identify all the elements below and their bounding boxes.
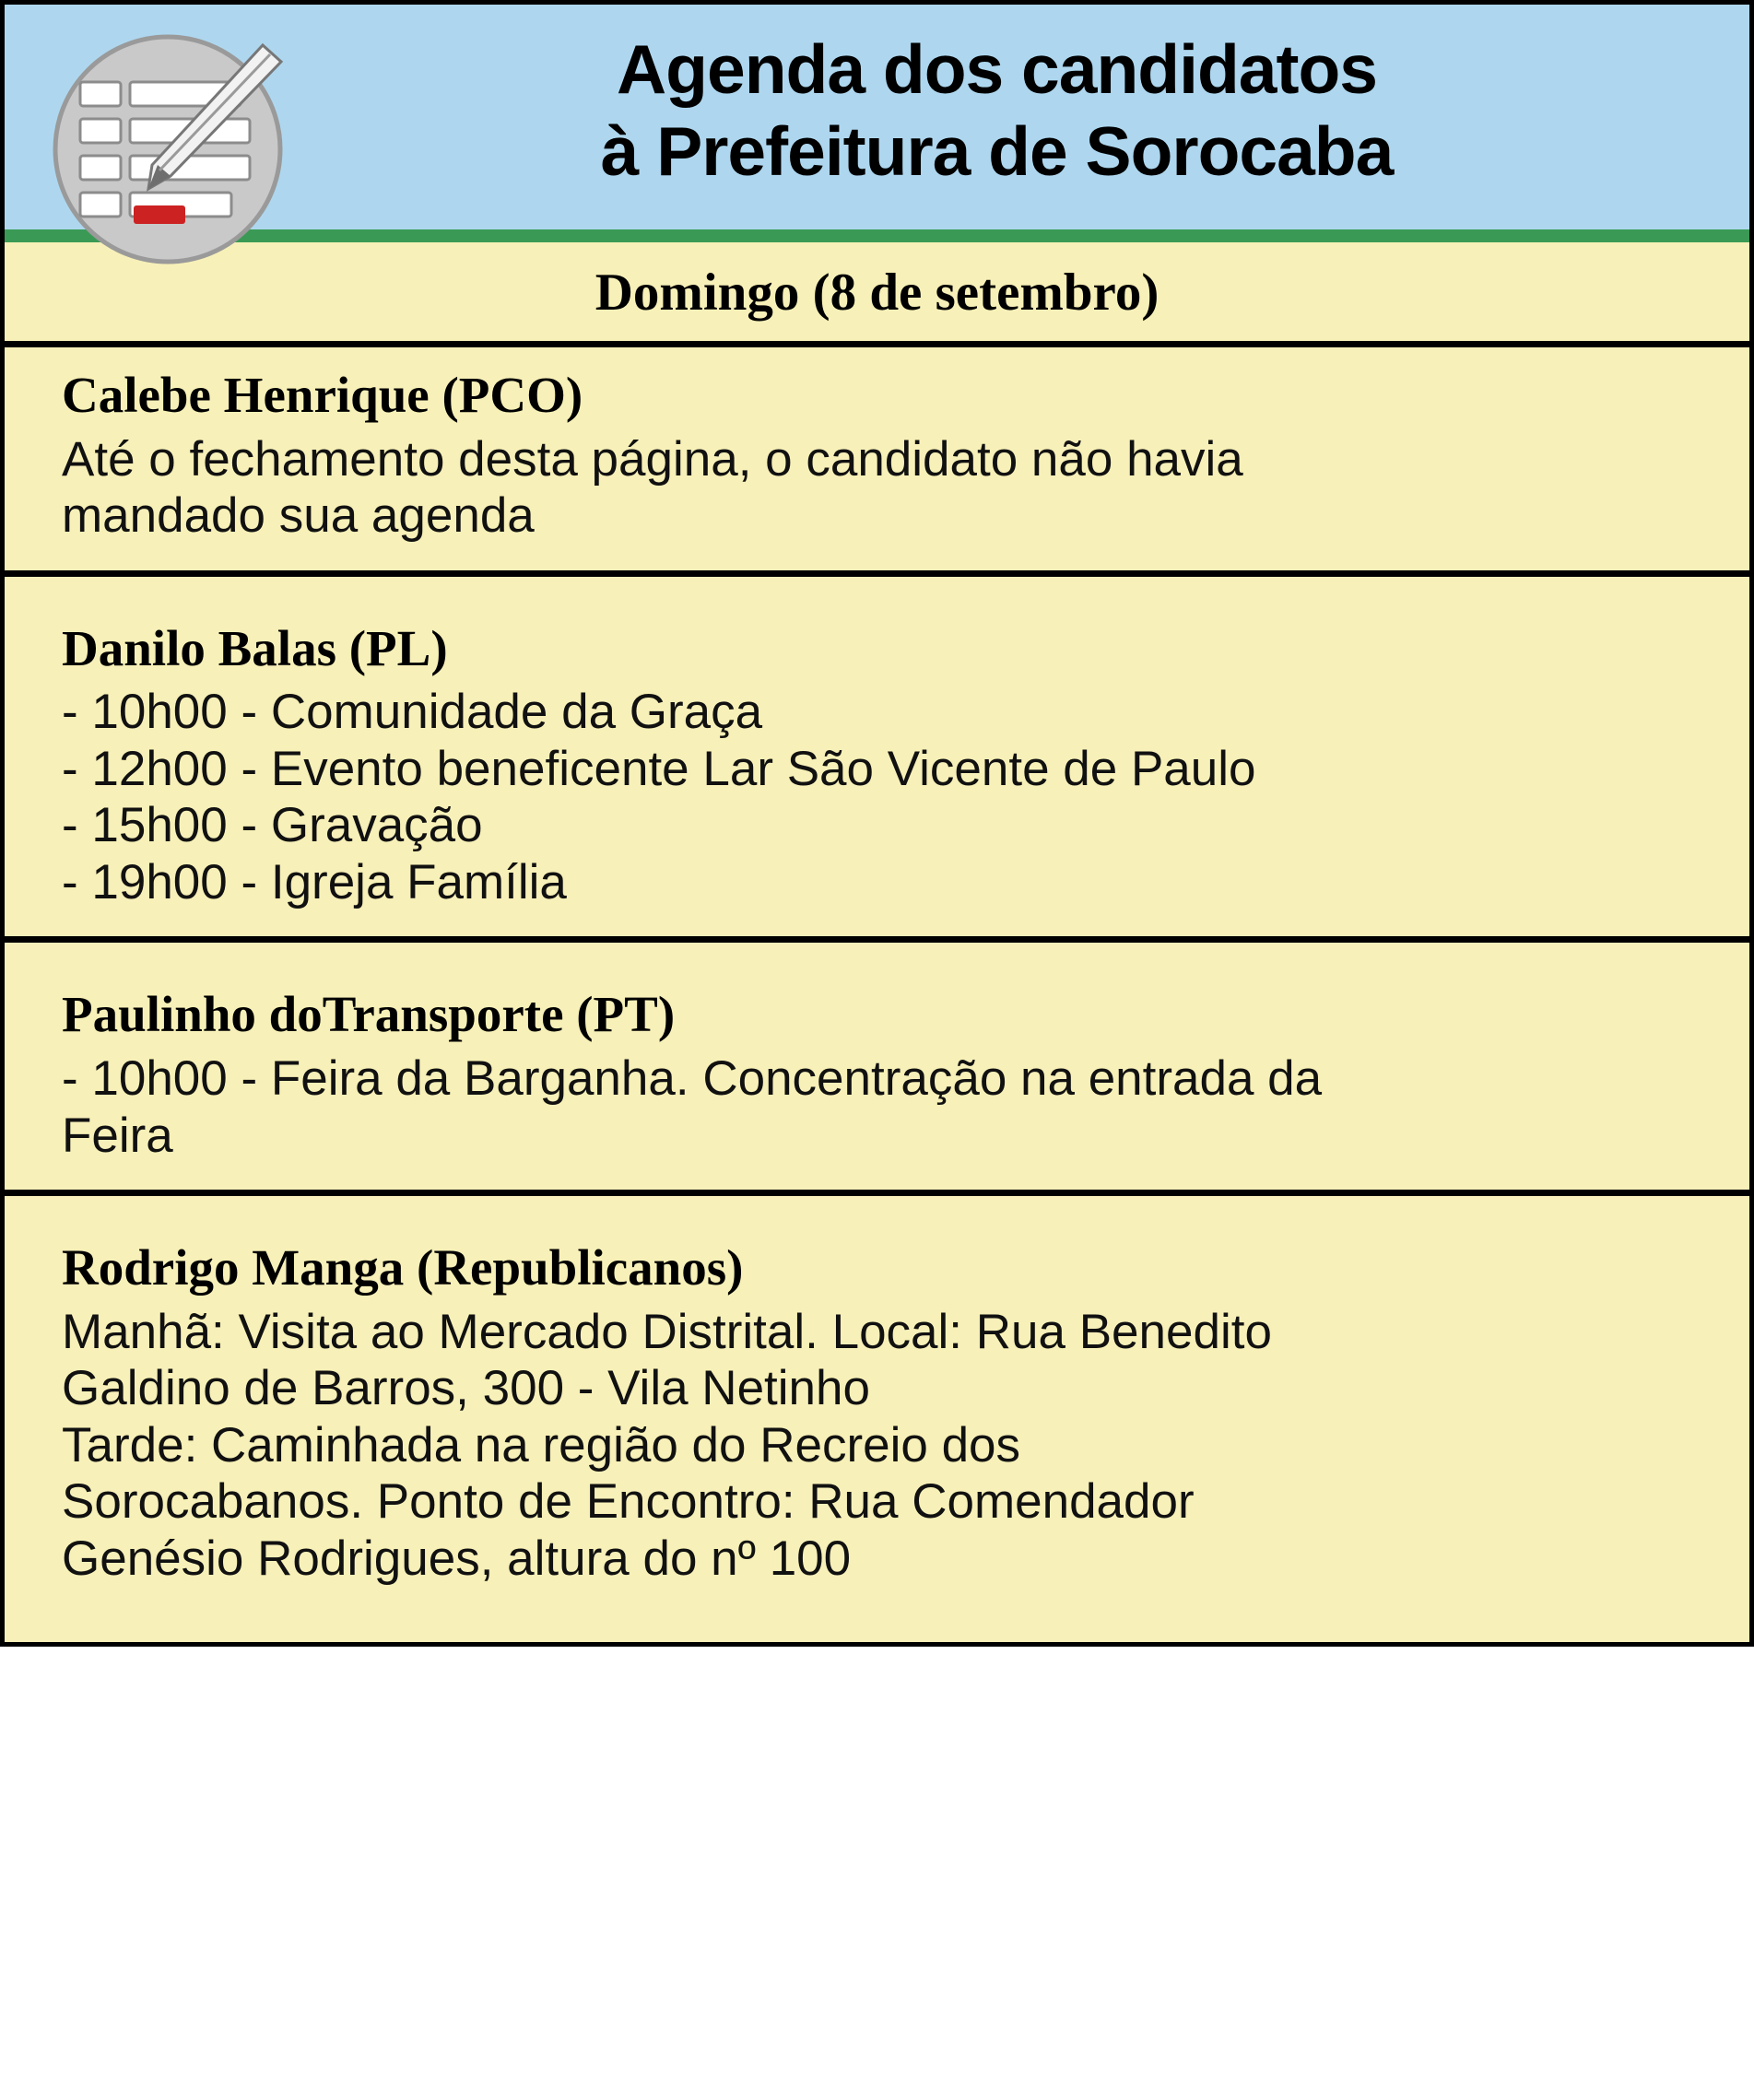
day-heading: Domingo (8 de setembro) bbox=[594, 264, 1160, 322]
page-title bbox=[281, 29, 1713, 192]
agenda-header bbox=[5, 5, 1749, 242]
schedule-line: - 19h00 - Igreja Família bbox=[62, 854, 567, 909]
candidate-entry bbox=[5, 577, 1749, 944]
schedule-line: mandado sua agenda bbox=[62, 488, 535, 544]
candidate-name: Paulinho doTransporte (PT) bbox=[62, 986, 676, 1043]
candidate-entry bbox=[5, 1196, 1749, 1642]
candidate-name: Calebe Henrique (PCO) bbox=[62, 367, 583, 423]
entry-spacer bbox=[62, 593, 1705, 617]
schedule-line: Sorocabanos. Ponto de Encontro: Rua Comendador bbox=[62, 1474, 1195, 1530]
schedule-line: - 10h00 - Feira da Barganha. Concentração na entrada da bbox=[62, 1051, 1323, 1107]
schedule-line: Galdino de Barros, 300 - Vila Netinho bbox=[62, 1361, 870, 1416]
candidate-schedule bbox=[62, 684, 1705, 910]
schedule-line: Feira bbox=[62, 1108, 173, 1163]
schedule-line: Tarde: Caminhada na região do Recreio dos bbox=[62, 1417, 1021, 1472]
schedule-line: - 10h00 - Comunidade da Graça bbox=[62, 685, 763, 740]
entry-spacer bbox=[62, 959, 1705, 983]
candidate-entry bbox=[5, 943, 1749, 1196]
candidate-schedule bbox=[62, 1304, 1705, 1587]
page-title-line-1: Agenda dos candidatos bbox=[617, 30, 1377, 108]
candidate-name: Rodrigo Manga (Republicanos) bbox=[62, 1239, 744, 1296]
pencil-notepad-icon bbox=[49, 30, 287, 268]
schedule-line: - 12h00 - Evento beneficente Lar São Vicente de Paulo bbox=[62, 741, 1256, 796]
candidate-schedule bbox=[62, 1050, 1705, 1164]
schedule-line: Genésio Rodrigues, altura do nº 100 bbox=[62, 1531, 852, 1586]
page-title-line-2: à Prefeitura de Sorocaba bbox=[600, 111, 1394, 190]
schedule-line: - 15h00 - Gravação bbox=[62, 798, 483, 853]
candidate-name: Danilo Balas (PL) bbox=[62, 619, 448, 676]
entry-spacer bbox=[62, 1213, 1705, 1237]
candidate-entry bbox=[5, 347, 1749, 577]
schedule-line: Manhã: Visita ao Mercado Distrital. Local: Rua Benedito bbox=[62, 1304, 1272, 1359]
schedule-line: Até o fechamento desta página, o candidato não havia bbox=[62, 431, 1243, 487]
candidate-schedule bbox=[62, 431, 1705, 545]
